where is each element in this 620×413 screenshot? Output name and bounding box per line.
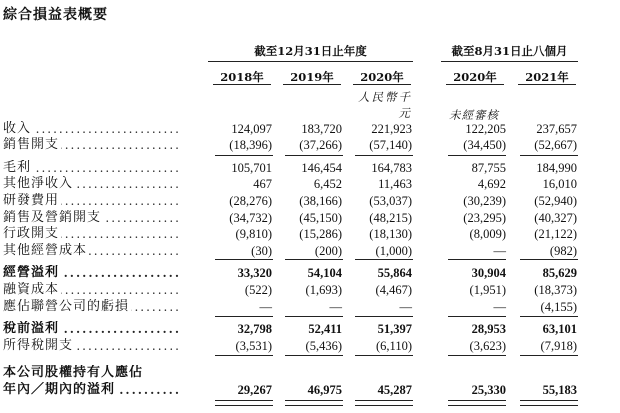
row-value: (1,951): [469, 283, 506, 297]
table-row: [0, 299, 620, 315]
subtotal-underline: [285, 155, 343, 156]
row-label: 經營溢利: [3, 265, 60, 280]
table-row: [0, 321, 620, 337]
table-row: [0, 176, 620, 192]
row-value: (18,130): [369, 227, 412, 241]
row-value: (15,286): [299, 227, 342, 241]
subtotal-underline: [285, 259, 343, 260]
row-value: (53,037): [369, 194, 412, 208]
row-value: (57,140): [369, 138, 412, 152]
row-value: 16,010: [542, 177, 577, 191]
row-value: (45,150): [299, 211, 342, 225]
subtotal-underline: [448, 316, 506, 317]
row-value: 221,923: [371, 122, 412, 136]
row-value: (4,467): [375, 283, 412, 297]
row-value: (30): [251, 244, 272, 258]
table-row: [0, 210, 620, 226]
row-value: 52,411: [308, 322, 342, 336]
row-value: 51,397: [377, 322, 412, 336]
subtotal-underline: [448, 155, 506, 156]
table-row: [0, 243, 620, 259]
table-row: [0, 137, 620, 153]
row-value: 25,330: [471, 383, 506, 397]
row-value: (34,732): [229, 211, 272, 225]
row-value: (37,266): [299, 138, 342, 152]
year-header-2019: 2019年: [283, 69, 341, 85]
row-value: 184,990: [536, 161, 577, 175]
table-title: 綜合損益表概要: [3, 7, 108, 23]
group-header-full-year: 截至12月31日止年度: [208, 43, 413, 62]
row-value: 30,904: [471, 266, 506, 280]
row-value: (982): [549, 244, 577, 258]
unit-label: 人民幣千元: [358, 90, 412, 120]
row-value: 54,104: [307, 266, 342, 280]
row-value: 467: [253, 177, 272, 191]
row-value: —: [399, 300, 412, 314]
row-value: (52,667): [534, 138, 577, 152]
row-value: 122,205: [465, 122, 506, 136]
total-double-underline: [285, 400, 343, 406]
row-value: (52,940): [534, 194, 577, 208]
subtotal-underline: [285, 355, 343, 356]
year-header-2020: 2020年: [353, 69, 411, 85]
row-value: (8,009): [469, 227, 506, 241]
row-value: (4,155): [540, 300, 577, 314]
row-value: 45,287: [377, 383, 412, 397]
row-value: (30,239): [463, 194, 506, 208]
row-value: (1,693): [305, 283, 342, 297]
row-value: (40,327): [534, 211, 577, 225]
total-double-underline: [448, 400, 506, 406]
row-label: 其他經營成本: [3, 243, 88, 258]
row-value: (18,396): [229, 138, 272, 152]
subtotal-underline: [285, 316, 343, 317]
row-value: 32,798: [237, 322, 272, 336]
row-value: (3,623): [469, 339, 506, 353]
subtotal-underline: [355, 355, 413, 356]
year-header-2020-interim: 2020年: [446, 69, 504, 85]
table-row: [0, 193, 620, 209]
row-value: (28,276): [229, 194, 272, 208]
row-value: —: [329, 300, 342, 314]
row-value: (3,531): [235, 339, 272, 353]
unaudited-label: 未經審核: [449, 108, 499, 122]
subtotal-underline: [215, 316, 273, 317]
row-value: 164,783: [371, 161, 412, 175]
row-value: 183,720: [301, 122, 342, 136]
row-value: (1,000): [375, 244, 412, 258]
row-value: (200): [314, 244, 342, 258]
row-value: 55,183: [542, 383, 577, 397]
row-value: (9,810): [235, 227, 272, 241]
row-value: 4,692: [477, 177, 506, 191]
final-label-line1: 本公司股權持有人應佔: [3, 365, 144, 380]
row-value: (38,166): [299, 194, 342, 208]
subtotal-underline: [520, 316, 578, 317]
row-value: 146,454: [301, 161, 342, 175]
row-value: 46,975: [307, 383, 342, 397]
total-double-underline: [355, 400, 413, 406]
total-double-underline: [520, 400, 578, 406]
row-label: 行政開支: [3, 226, 60, 241]
row-label: 銷售開支: [3, 137, 60, 152]
table-row: [0, 121, 620, 137]
row-value: —: [493, 300, 506, 314]
row-value: (23,295): [463, 211, 506, 225]
row-value: 33,320: [237, 266, 272, 280]
row-value: 55,864: [377, 266, 412, 280]
row-value: (21,122): [534, 227, 577, 241]
row-value: —: [493, 244, 506, 258]
row-value: (7,918): [540, 339, 577, 353]
group-header-eight-months: 截至8月31日止八個月: [441, 43, 578, 62]
table-row: [0, 382, 620, 398]
row-value: (5,436): [305, 339, 342, 353]
year-header-2018: 2018年: [213, 69, 271, 85]
subtotal-underline: [355, 259, 413, 260]
row-value: 6,452: [313, 177, 342, 191]
row-label: 應佔聯營公司的虧損: [3, 299, 130, 314]
table-row: [0, 160, 620, 176]
row-label: 毛利: [3, 160, 32, 175]
subtotal-underline: [520, 355, 578, 356]
subtotal-underline: [215, 355, 273, 356]
total-double-underline: [215, 400, 273, 406]
row-label: 年內／期內的溢利: [3, 382, 116, 397]
row-value: (34,450): [463, 138, 506, 152]
year-header-2021-interim: 2021年: [518, 69, 576, 85]
row-value: 237,657: [536, 122, 577, 136]
subtotal-underline: [215, 155, 273, 156]
subtotal-underline: [520, 259, 578, 260]
table-row: [0, 282, 620, 298]
table-row: [0, 338, 620, 354]
row-label: 銷售及營銷開支: [3, 210, 102, 225]
row-label: 收入: [3, 121, 32, 136]
row-label: 融資成本: [3, 282, 60, 297]
row-value: —: [259, 300, 272, 314]
row-value: (48,215): [369, 211, 412, 225]
row-label: 所得稅開支: [3, 338, 74, 353]
subtotal-underline: [520, 155, 578, 156]
row-value: 105,701: [231, 161, 272, 175]
row-label: 研發費用: [3, 193, 60, 208]
subtotal-underline: [355, 316, 413, 317]
row-value: 29,267: [237, 383, 272, 397]
row-label: 其他淨收入: [3, 176, 74, 191]
row-value: 28,953: [471, 322, 506, 336]
table-row: [0, 265, 620, 281]
subtotal-underline: [355, 155, 413, 156]
row-value: (18,373): [534, 283, 577, 297]
row-label: 稅前溢利: [3, 321, 60, 336]
row-value: 87,755: [471, 161, 506, 175]
row-value: (522): [244, 283, 272, 297]
table-row: [0, 226, 620, 242]
row-value: 11,463: [378, 177, 412, 191]
subtotal-underline: [215, 259, 273, 260]
row-value: 124,097: [231, 122, 272, 136]
row-value: 63,101: [542, 322, 577, 336]
row-value: 85,629: [542, 266, 577, 280]
subtotal-underline: [448, 259, 506, 260]
subtotal-underline: [448, 355, 506, 356]
row-value: (6,110): [376, 339, 412, 353]
